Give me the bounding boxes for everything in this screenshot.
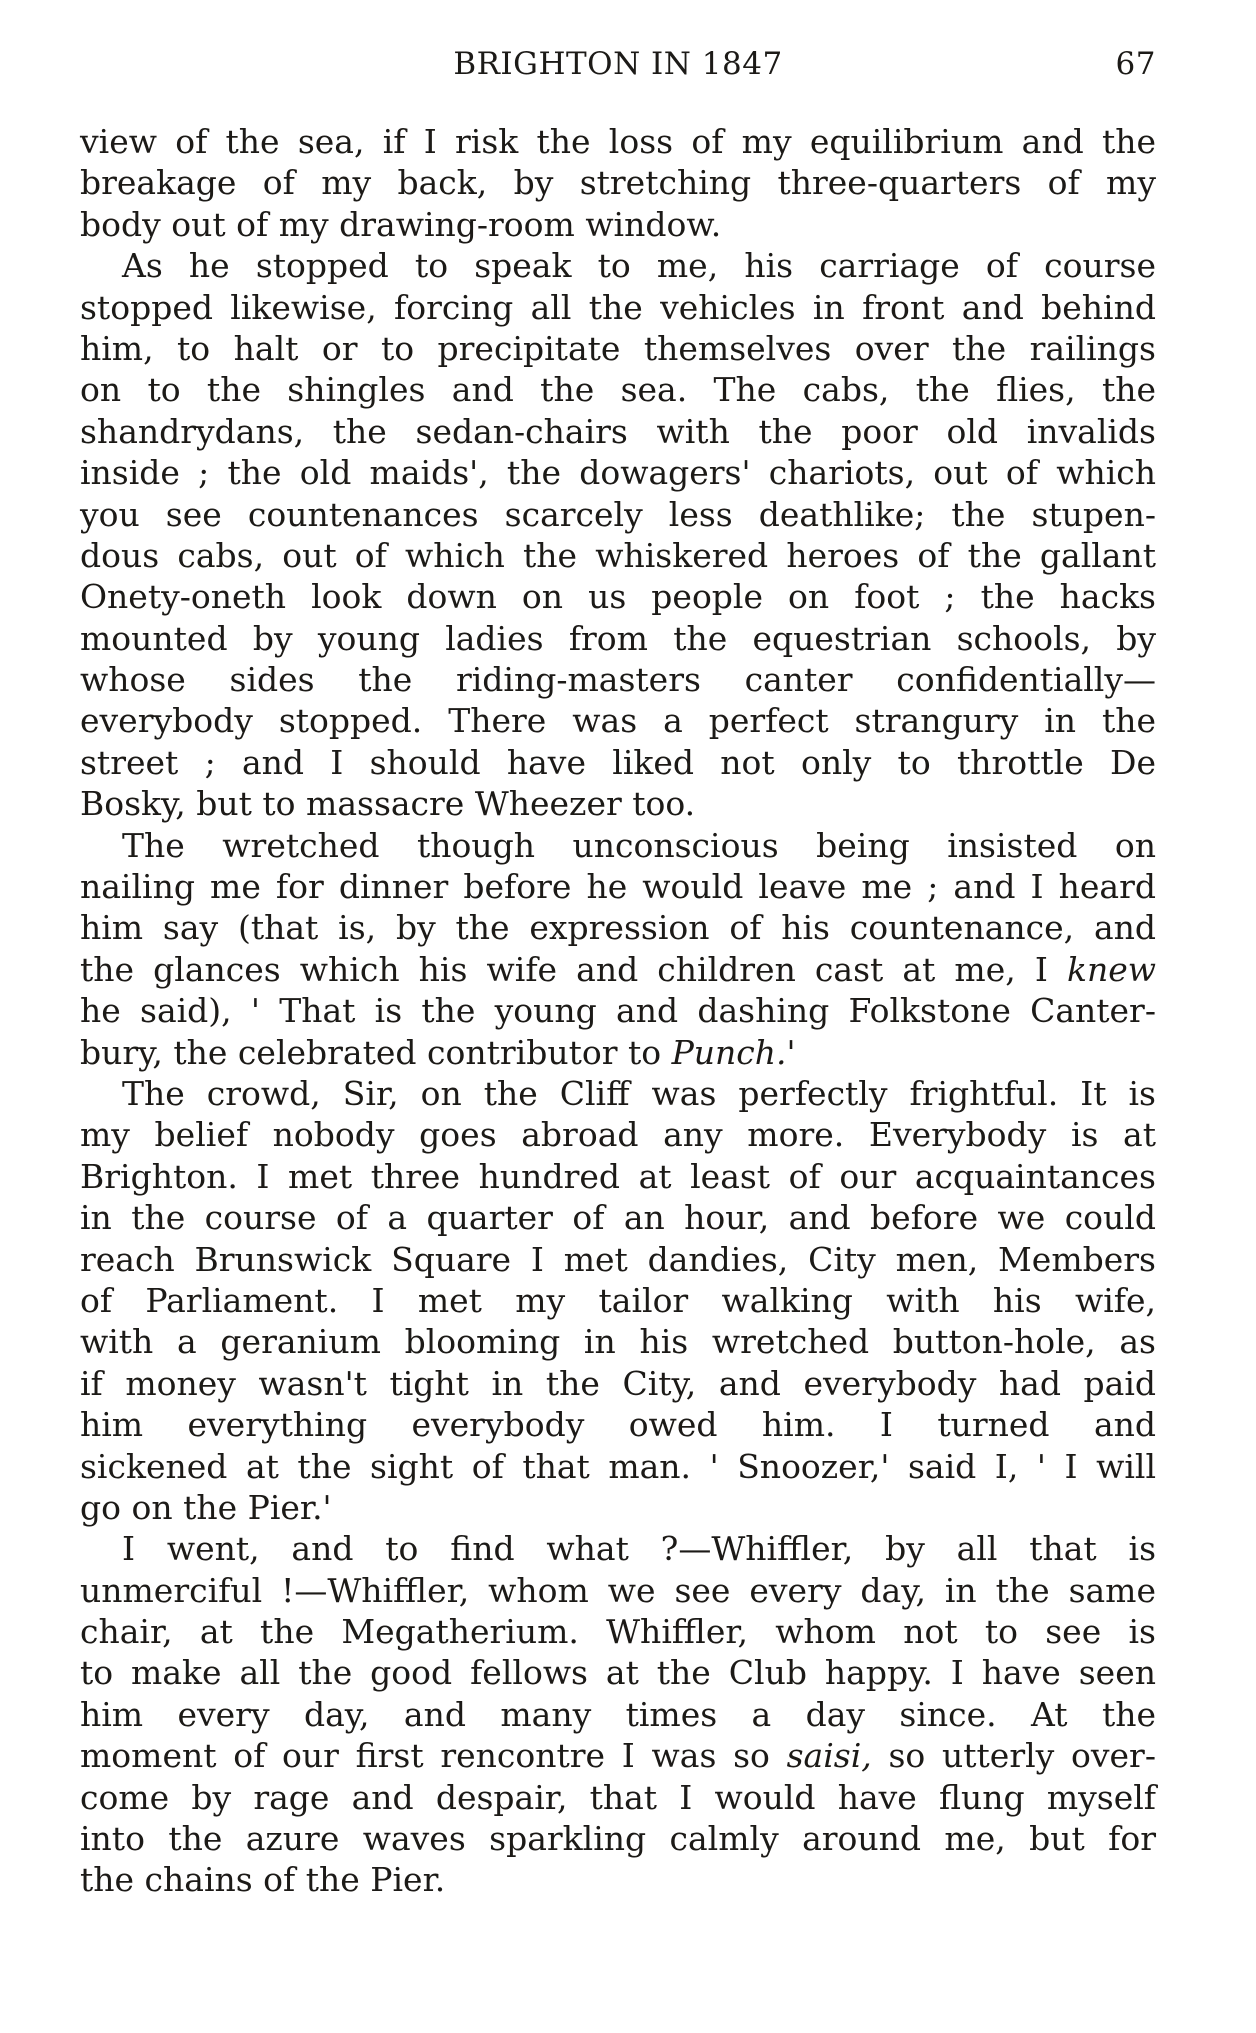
text-line: to make all the good fellows at the Club happy. I have seen bbox=[80, 1653, 1156, 1693]
text-line: unmerciful !—Whiffler, whom we see every day, in the same bbox=[80, 1570, 1156, 1610]
closing-quote: ' bbox=[786, 1032, 796, 1072]
italic-word-saisi: saisi, bbox=[786, 1736, 872, 1776]
paragraph-first-line: As he stopped to speak to me, his carriage of course bbox=[122, 246, 1156, 286]
text-line: him every day, and many times a day since. At the bbox=[80, 1694, 1156, 1734]
text-line: shandrydans, the sedan-chairs with the poor old invalids bbox=[80, 411, 1156, 451]
text-line: street ; and I should have liked not only to throttle De bbox=[80, 742, 1156, 782]
text-line: chair, at the Megatherium. Whiffler, whom not to see is bbox=[80, 1612, 1156, 1652]
text-line: body out of my drawing-room window. bbox=[80, 204, 722, 244]
text-line: of Parliament. I met my tailor walking with his wife, bbox=[80, 1280, 1156, 1320]
paragraph-first-line: The wretched though unconscious being insisted on bbox=[122, 825, 1156, 865]
text-line: him, to halt or to precipitate themselves over the railings bbox=[80, 328, 1156, 368]
text-line: if money wasn't tight in the City, and everybody had paid bbox=[80, 1363, 1156, 1403]
italic-word-knew: knew bbox=[1066, 949, 1156, 989]
italic-title-punch: Punch. bbox=[671, 1032, 787, 1072]
body-text bbox=[80, 121, 1156, 1901]
text-line: whose sides the riding-masters canter confidentially— bbox=[80, 660, 1156, 700]
text-line: him everything everybody owed him. I turned and bbox=[80, 1405, 1156, 1445]
text-line: on to the shingles and the sea. The cabs, the flies, the bbox=[80, 370, 1156, 410]
text-line-with-italic bbox=[80, 949, 1156, 990]
page-number: 67 bbox=[1115, 46, 1156, 82]
text-line: come by rage and despair, that I would have flung myself bbox=[80, 1777, 1156, 1817]
text-line: my belief nobody goes abroad any more. Everybody is at bbox=[80, 1115, 1156, 1155]
running-head bbox=[80, 46, 1156, 94]
text-line-with-italic bbox=[80, 1735, 1156, 1776]
text-segment: bury, the celebrated contributor to bbox=[80, 1032, 662, 1072]
text-line: reach Brunswick Square I met dandies, City men, Members bbox=[80, 1239, 1156, 1279]
text-line: everybody stopped. There was a perfect strangury in the bbox=[80, 701, 1156, 741]
text-line: stopped likewise, forcing all the vehicles in front and behind bbox=[80, 287, 1156, 327]
text-line: Bosky, but to massacre Wheezer too. bbox=[80, 784, 696, 824]
text-line: mounted by young ladies from the equestrian schools, by bbox=[80, 618, 1156, 658]
text-line: into the azure waves sparkling calmly around me, but for bbox=[80, 1819, 1156, 1859]
text-line: view of the sea, if I risk the loss of my equilibrium and the bbox=[80, 122, 1156, 161]
text-line-with-italic bbox=[80, 1032, 1156, 1073]
text-line: with a geranium blooming in his wretched button-hole, as bbox=[80, 1322, 1156, 1362]
text-line: the chains of the Pier. bbox=[80, 1860, 446, 1900]
paragraph-first-line: The crowd, Sir, on the Cliff was perfectly frightful. It is bbox=[122, 1073, 1156, 1113]
text-segment: so utterly over- bbox=[888, 1736, 1156, 1776]
text-line: dous cabs, out of which the whiskered heroes of the gallant bbox=[80, 535, 1156, 575]
text-line: nailing me for dinner before he would leave me ; and I heard bbox=[80, 867, 1156, 907]
text-line: Onety-oneth look down on us people on foot ; the hacks bbox=[80, 577, 1156, 617]
text-segment: the glances which his wife and children cast at me, I bbox=[80, 949, 1048, 989]
text-line: you see countenances scarcely less deathlike; the stupen- bbox=[80, 494, 1156, 534]
paragraph-first-line: I went, and to find what ?—Whiffler, by all that is bbox=[122, 1529, 1156, 1569]
text-line: go on the Pier.' bbox=[80, 1487, 332, 1527]
running-title: BRIGHTON IN 1847 bbox=[453, 46, 783, 82]
text-line: Brighton. I met three hundred at least of our acquaintances bbox=[80, 1156, 1156, 1196]
text-line: inside ; the old maids', the dowagers' chariots, out of which bbox=[80, 453, 1156, 493]
text-line: sickened at the sight of that man. ' Snoozer,' said I, ' I will bbox=[80, 1446, 1156, 1486]
text-line: in the course of a quarter of an hour, and before we could bbox=[80, 1198, 1156, 1238]
text-line: him say (that is, by the expression of his countenance, and bbox=[80, 908, 1156, 948]
text-line: he said), ' That is the young and dashing Folkstone Canter- bbox=[80, 991, 1156, 1031]
text-line: breakage of my back, by stretching three-quarters of my bbox=[80, 163, 1156, 203]
text-segment: moment of our first rencontre I was so bbox=[80, 1736, 770, 1776]
